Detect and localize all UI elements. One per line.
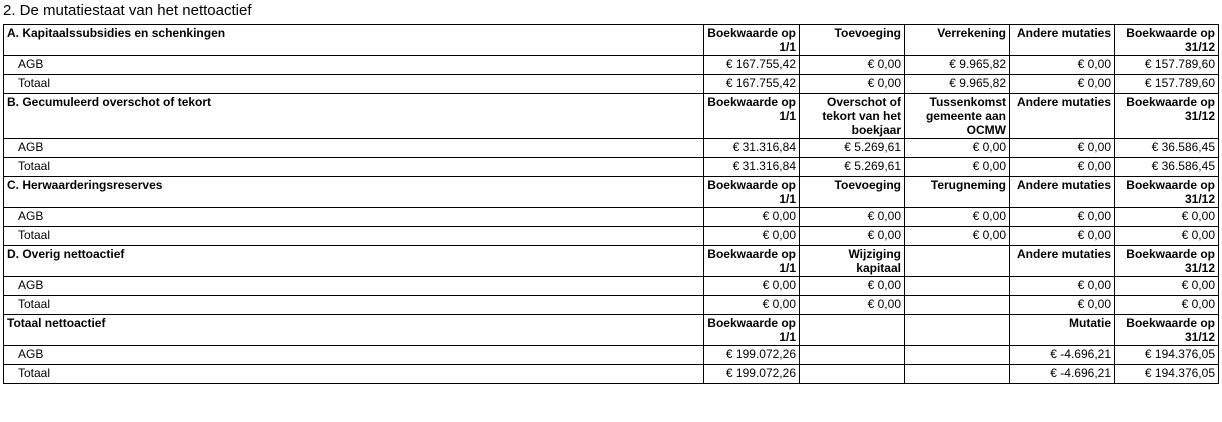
amount-cell: € 0,00 [1010, 139, 1115, 158]
amount-cell: € 0,00 [905, 158, 1010, 177]
amount-cell: € 0,00 [1010, 208, 1115, 227]
amount-cell: € 0,00 [905, 139, 1010, 158]
column-header: Toevoeging [800, 177, 905, 208]
column-header: Overschot of tekort van het boekjaar [800, 94, 905, 139]
amount-cell [800, 365, 905, 384]
amount-cell: € -4.696,21 [1010, 365, 1115, 384]
amount-cell: € 157.789,60 [1115, 75, 1219, 94]
section-heading: D. Overig nettoactief [4, 246, 704, 277]
net-assets-mutation-table [3, 24, 1219, 384]
amount-cell: € 31.316,84 [704, 158, 800, 177]
column-header: Andere mutaties [1010, 177, 1115, 208]
amount-cell: € -4.696,21 [1010, 346, 1115, 365]
amount-cell: € 0,00 [905, 208, 1010, 227]
table-row [4, 75, 1219, 94]
amount-cell: € 0,00 [1010, 296, 1115, 315]
table-row [4, 56, 1219, 75]
amount-cell: € 0,00 [1115, 296, 1219, 315]
amount-cell: € 0,00 [800, 56, 905, 75]
row-label: Totaal [4, 158, 704, 177]
column-header: Wijziging kapitaal [800, 246, 905, 277]
section-heading: C. Herwaarderingsreserves [4, 177, 704, 208]
table-row [4, 208, 1219, 227]
amount-cell: € 0,00 [1010, 277, 1115, 296]
section-b-header-row [4, 94, 1219, 139]
amount-cell: € 5.269,61 [800, 158, 905, 177]
row-label: AGB [4, 208, 704, 227]
row-label: AGB [4, 277, 704, 296]
column-header: Boekwaarde op 31/12 [1115, 177, 1219, 208]
amount-cell: € 0,00 [1115, 208, 1219, 227]
amount-cell: € 9.965,82 [905, 75, 1010, 94]
column-header: Boekwaarde op 1/1 [704, 94, 800, 139]
amount-cell: € 199.072,26 [704, 365, 800, 384]
amount-cell: € 0,00 [800, 227, 905, 246]
row-label: AGB [4, 56, 704, 75]
section-total-header-row [4, 315, 1219, 346]
amount-cell: € 9.965,82 [905, 56, 1010, 75]
table-row [4, 296, 1219, 315]
column-header [905, 315, 1010, 346]
amount-cell: € 0,00 [1010, 158, 1115, 177]
column-header: Boekwaarde op 1/1 [704, 315, 800, 346]
amount-cell: € 0,00 [1010, 75, 1115, 94]
table-row [4, 346, 1219, 365]
column-header [800, 315, 905, 346]
amount-cell: € 0,00 [704, 296, 800, 315]
amount-cell: € 36.586,45 [1115, 139, 1219, 158]
amount-cell [905, 296, 1010, 315]
row-label: Totaal [4, 296, 704, 315]
row-label: Totaal [4, 227, 704, 246]
amount-cell [905, 365, 1010, 384]
amount-cell: € 0,00 [800, 296, 905, 315]
column-header: Andere mutaties [1010, 25, 1115, 56]
amount-cell: € 167.755,42 [704, 75, 800, 94]
amount-cell [800, 346, 905, 365]
amount-cell: € 0,00 [800, 277, 905, 296]
column-header [905, 246, 1010, 277]
amount-cell: € 194.376,05 [1115, 365, 1219, 384]
column-header: Toevoeging [800, 25, 905, 56]
column-header: Boekwaarde op 1/1 [704, 177, 800, 208]
column-header: Boekwaarde op 31/12 [1115, 94, 1219, 139]
table-row [4, 158, 1219, 177]
section-c-header-row [4, 177, 1219, 208]
column-header: Boekwaarde op 31/12 [1115, 25, 1219, 56]
amount-cell: € 0,00 [1010, 56, 1115, 75]
section-heading: Totaal nettoactief [4, 315, 704, 346]
section-a-header-row [4, 25, 1219, 56]
amount-cell: € 0,00 [1010, 227, 1115, 246]
amount-cell: € 0,00 [1115, 277, 1219, 296]
section-heading: A. Kapitaalssubsidies en schenkingen [4, 25, 704, 56]
column-header: Andere mutaties [1010, 94, 1115, 139]
amount-cell [905, 277, 1010, 296]
table-row [4, 277, 1219, 296]
amount-cell: € 0,00 [800, 75, 905, 94]
row-label: Totaal [4, 365, 704, 384]
amount-cell: € 194.376,05 [1115, 346, 1219, 365]
amount-cell: € 199.072,26 [704, 346, 800, 365]
column-header: Boekwaarde op 1/1 [704, 25, 800, 56]
section-heading: B. Gecumuleerd overschot of tekort [4, 94, 704, 139]
table-row [4, 227, 1219, 246]
row-label: Totaal [4, 75, 704, 94]
amount-cell: € 0,00 [800, 208, 905, 227]
column-header: Tussenkomst gemeente aan OCMW [905, 94, 1010, 139]
row-label: AGB [4, 346, 704, 365]
column-header: Andere mutaties [1010, 246, 1115, 277]
row-label: AGB [4, 139, 704, 158]
amount-cell: € 0,00 [1115, 227, 1219, 246]
amount-cell [905, 346, 1010, 365]
column-header: Boekwaarde op 31/12 [1115, 315, 1219, 346]
amount-cell: € 157.789,60 [1115, 56, 1219, 75]
column-header: Boekwaarde op 1/1 [704, 246, 800, 277]
amount-cell: € 31.316,84 [704, 139, 800, 158]
page-title: 2. De mutatiestaat van het nettoactief [3, 2, 252, 19]
amount-cell: € 5.269,61 [800, 139, 905, 158]
amount-cell: € 36.586,45 [1115, 158, 1219, 177]
section-d-header-row [4, 246, 1219, 277]
amount-cell: € 167.755,42 [704, 56, 800, 75]
amount-cell: € 0,00 [704, 208, 800, 227]
column-header: Mutatie [1010, 315, 1115, 346]
column-header: Terugneming [905, 177, 1010, 208]
column-header: Boekwaarde op 31/12 [1115, 246, 1219, 277]
amount-cell: € 0,00 [704, 277, 800, 296]
amount-cell: € 0,00 [905, 227, 1010, 246]
column-header: Verrekening [905, 25, 1010, 56]
amount-cell: € 0,00 [704, 227, 800, 246]
table-row [4, 139, 1219, 158]
table-row [4, 365, 1219, 384]
